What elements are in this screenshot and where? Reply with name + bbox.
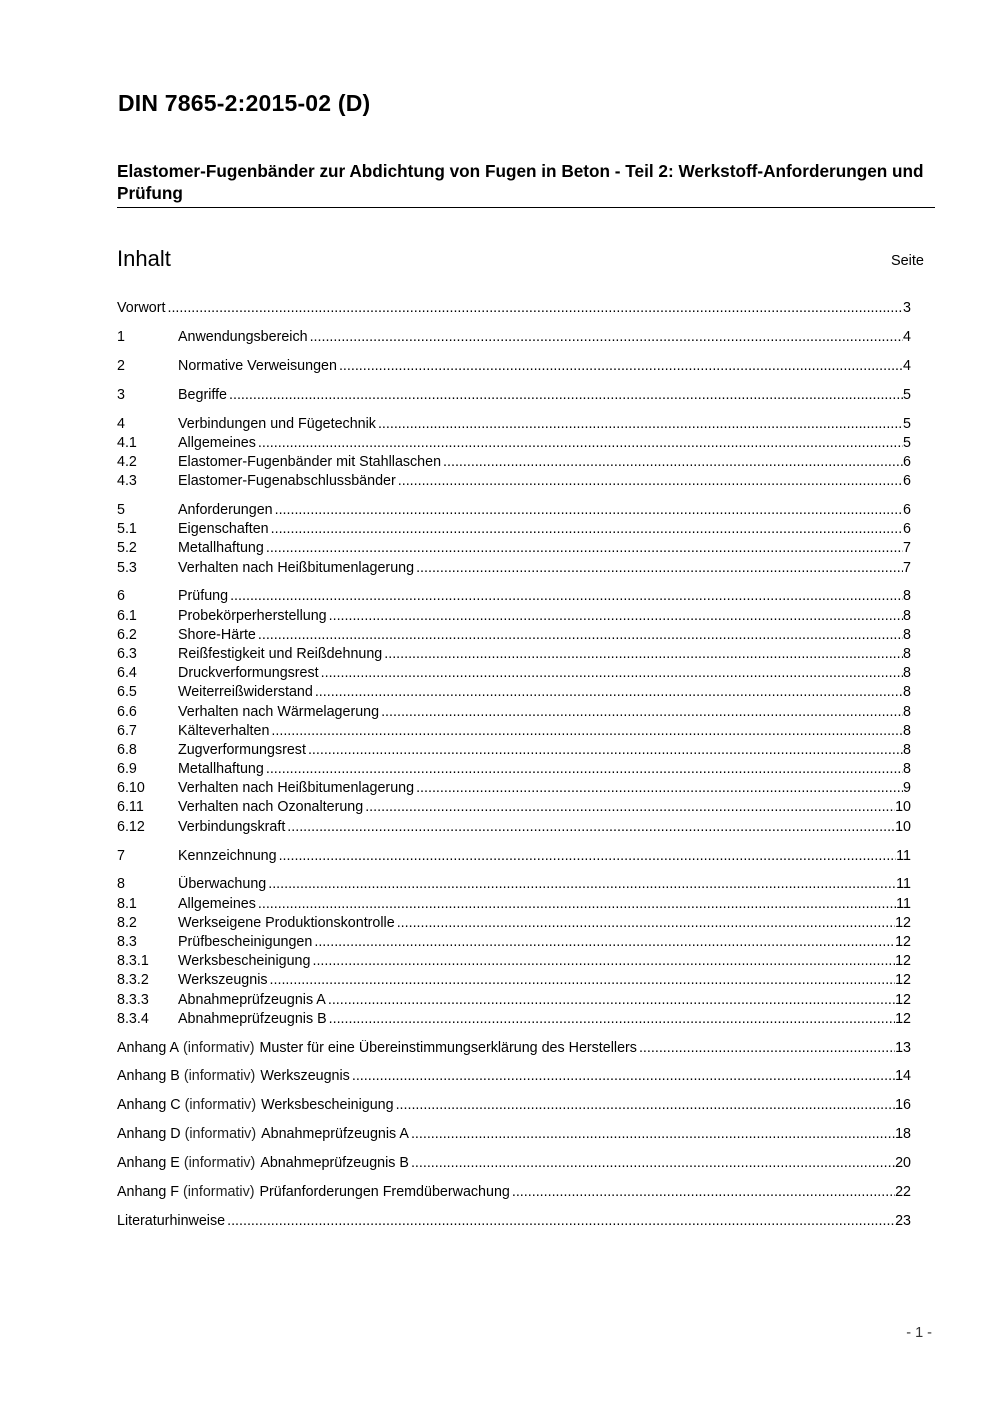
toc-annex-entry[interactable] [117, 1126, 911, 1145]
toc-entry-page: 12 [895, 953, 911, 970]
toc-dot-leader [512, 1184, 895, 1200]
toc-dot-leader [339, 358, 903, 374]
toc-entry-number: 8.3.2 [117, 972, 149, 989]
toc-dot-leader [411, 1155, 895, 1171]
toc-dot-leader [416, 780, 903, 796]
toc-entry-number: 6.12 [117, 818, 145, 835]
toc-dot-leader [266, 761, 903, 777]
annex-prefix: Anhang A [117, 1039, 180, 1056]
toc-entry[interactable] [117, 780, 911, 799]
toc-dot-leader [328, 992, 895, 1008]
toc-entry-label: Eigenschaften [178, 521, 269, 538]
toc-dot-leader [230, 588, 903, 604]
toc-dot-leader [258, 435, 903, 451]
toc-entry-number: 6.2 [117, 626, 137, 643]
toc-entry-label: Zugverformungsrest [178, 741, 306, 758]
toc-entry[interactable] [117, 608, 911, 627]
toc-entry-page: 8 [903, 607, 911, 624]
toc-entry-page: 12 [895, 972, 911, 989]
toc-entry-label: Verhalten nach Wärmelagerung [178, 703, 380, 720]
toc-entry-label: Normative Verweisungen [178, 357, 337, 374]
toc-entry-label: Abnahmeprüfzeugnis B [178, 1010, 327, 1027]
toc-entry[interactable] [117, 934, 911, 953]
annex-informative-tag: (informativ) [183, 1183, 255, 1200]
toc-annex-entry[interactable] [117, 1097, 911, 1116]
annex-prefix: Anhang B [117, 1068, 180, 1085]
toc-entry-page: 13 [895, 1039, 911, 1056]
toc-dot-leader [397, 915, 895, 931]
toc-entry[interactable] [117, 358, 911, 377]
toc-entry[interactable] [117, 387, 911, 406]
page-column-label: Seite [890, 253, 924, 269]
toc-entry[interactable] [117, 416, 911, 435]
document-title: Elastomer-Fugenbänder zur Abdichtung von Fugen in Beton - Teil 2: Werkstoff-Anforderungen und Prüfung [117, 160, 935, 208]
annex-title: Werkszeugnis [260, 1068, 350, 1085]
toc-entry-number: 6.5 [117, 684, 137, 701]
toc-entry-page: 5 [903, 386, 911, 403]
toc-entry-page: 23 [895, 1212, 911, 1229]
toc-entry[interactable] [117, 972, 911, 991]
toc-entry-page: 6 [903, 453, 911, 470]
toc-entry-number: 5.2 [117, 540, 137, 557]
toc-dot-leader [258, 896, 896, 912]
toc-entry-page: 11 [896, 847, 911, 864]
toc-entry[interactable] [117, 502, 911, 521]
toc-entry-label: Metallhaftung [178, 761, 264, 778]
toc-entry[interactable] [117, 819, 911, 838]
toc-entry[interactable] [117, 435, 911, 454]
toc-entry-label: Kälteverhalten [178, 722, 270, 739]
toc-entry-number: 8.3.3 [117, 991, 149, 1008]
toc-entry-number: 6.10 [117, 780, 145, 797]
toc-annex-entry[interactable] [117, 1040, 911, 1059]
toc-entry[interactable] [117, 848, 911, 867]
toc-dot-leader [227, 1213, 895, 1229]
annex-informative-tag: (informativ) [183, 1039, 255, 1056]
toc-entry[interactable] [117, 300, 911, 319]
toc-entry-page: 8 [903, 588, 911, 605]
toc-dot-leader [258, 627, 903, 643]
toc-dot-leader [314, 934, 895, 950]
toc-entry-label: Verhalten nach Heißbitumenlagerung [178, 559, 415, 576]
toc-entry-label: Anwendungsbereich [178, 328, 308, 345]
toc-entry-page: 4 [903, 357, 911, 374]
toc-entry-number: 8.3.4 [117, 1010, 149, 1027]
toc-entry-label: Probekörperherstellung [178, 607, 327, 624]
toc-entry[interactable] [117, 704, 911, 723]
toc-dot-leader [321, 665, 903, 681]
toc-entry-page: 12 [895, 991, 911, 1008]
toc-dot-leader [443, 454, 903, 470]
toc-entry-page: 8 [903, 741, 911, 758]
page-number: - 1 - [906, 1325, 932, 1341]
toc-dot-leader [275, 502, 903, 518]
toc-entry[interactable] [117, 665, 911, 684]
toc-entry-number: 1 [117, 328, 125, 345]
toc-entry[interactable] [117, 454, 911, 473]
toc-entry-label: Verhalten nach Heißbitumenlagerung [178, 780, 415, 797]
toc-entry-page: 6 [903, 521, 911, 538]
toc-dot-leader [416, 560, 903, 576]
toc-dot-leader [270, 972, 896, 988]
document-id: DIN 7865-2:2015-02 (D) [118, 90, 371, 116]
toc-entry[interactable] [117, 560, 911, 579]
toc-dot-leader [411, 1126, 895, 1142]
toc-annex-entry[interactable] [117, 1184, 911, 1203]
toc-entry-page: 6 [903, 473, 911, 490]
toc-dot-leader [639, 1040, 895, 1056]
toc-entry-number: 7 [117, 847, 125, 864]
toc-dot-leader [352, 1068, 895, 1084]
toc-entry-number: 2 [117, 357, 125, 374]
toc-entry[interactable] [117, 742, 911, 761]
toc-entry-number: 6.9 [117, 761, 137, 778]
toc-entry-page: 8 [903, 703, 911, 720]
toc-entry-number: 6.1 [117, 607, 137, 624]
toc-entry-label: Anforderungen [178, 501, 273, 518]
toc-entry-label: Allgemeines [178, 434, 256, 451]
toc-entry-number: 8.3 [117, 933, 137, 950]
toc-entry-number: 8.3.1 [117, 953, 149, 970]
toc-dot-leader [315, 684, 903, 700]
toc-entry-page: 8 [903, 684, 911, 701]
toc-entry-number: 8.1 [117, 895, 137, 912]
toc-entry-page: 12 [895, 914, 911, 931]
toc-entry-page: 4 [903, 328, 911, 345]
toc-dot-leader [378, 416, 903, 432]
toc-entry-page: 3 [903, 300, 911, 316]
toc-entry-page: 14 [895, 1068, 911, 1085]
toc-dot-leader [279, 848, 897, 864]
toc-entry-page: 8 [903, 626, 911, 643]
toc-entry-number: 6.4 [117, 665, 137, 682]
toc-entry-page: 5 [903, 434, 911, 451]
toc-bibliography-entry[interactable] [117, 1213, 911, 1232]
annex-prefix: Anhang E [117, 1155, 180, 1172]
toc-entry[interactable] [117, 588, 911, 607]
toc-entry-page: 22 [895, 1183, 911, 1200]
toc-entry-label: Verhalten nach Ozonalterung [178, 799, 364, 816]
toc-entry[interactable] [117, 329, 911, 348]
toc-entry[interactable] [117, 646, 911, 665]
toc-entry[interactable] [117, 915, 911, 934]
toc-dot-leader [268, 876, 896, 892]
toc-entry-number: 4 [117, 415, 125, 432]
annex-title: Werksbescheinigung [261, 1097, 394, 1114]
toc-entry-page: 12 [895, 933, 911, 950]
toc-entry-number: 5.3 [117, 559, 137, 576]
toc-entry-number: 3 [117, 386, 125, 403]
toc-entry-page: 11 [896, 876, 911, 893]
toc-entry-number: 5 [117, 501, 125, 518]
table-of-contents [117, 300, 911, 1232]
toc-entry-label: Verbindungen und Fügetechnik [178, 415, 376, 432]
toc-entry-number: 5.1 [117, 521, 137, 538]
toc-entry-page: 10 [895, 818, 911, 835]
toc-entry-number: 6.3 [117, 645, 137, 662]
toc-dot-leader [229, 387, 903, 403]
toc-entry-page: 6 [903, 501, 911, 518]
toc-entry[interactable] [117, 723, 911, 742]
toc-dot-leader [329, 1011, 895, 1027]
toc-entry-page: 10 [895, 799, 911, 816]
toc-entry-label: Überwachung [178, 876, 267, 893]
annex-informative-tag: (informativ) [183, 1068, 256, 1085]
toc-entry-number: 6.8 [117, 741, 137, 758]
toc-dot-leader [312, 953, 895, 969]
toc-entry[interactable] [117, 896, 911, 915]
toc-entry-label: Werkszeugnis [178, 972, 268, 989]
toc-dot-leader [271, 723, 903, 739]
toc-dot-leader [365, 799, 895, 815]
toc-entry-number: 4.2 [117, 453, 137, 470]
toc-entry[interactable] [117, 521, 911, 540]
toc-entry-label: Abnahmeprüfzeugnis A [178, 991, 326, 1008]
toc-entry-page: 9 [903, 780, 911, 797]
toc-dot-leader [266, 540, 903, 556]
toc-entry-label: Druckverformungsrest [178, 665, 319, 682]
toc-entry[interactable] [117, 992, 911, 1011]
annex-informative-tag: (informativ) [184, 1126, 257, 1143]
annex-prefix: Anhang F [117, 1183, 179, 1200]
toc-entry[interactable] [117, 953, 911, 972]
toc-entry[interactable] [117, 473, 911, 492]
toc-annex-entry[interactable] [117, 1068, 911, 1087]
toc-entry-label: Prüfung [178, 588, 229, 605]
toc-entry-number: 4.1 [117, 434, 137, 451]
toc-entry[interactable] [117, 876, 911, 895]
annex-informative-tag: (informativ) [184, 1097, 257, 1114]
toc-dot-leader [381, 704, 903, 720]
toc-entry-label: Verbindungskraft [178, 818, 286, 835]
toc-entry[interactable] [117, 540, 911, 559]
toc-entry-page: 7 [903, 540, 911, 557]
toc-entry-label: Weiterreißwiderstand [178, 684, 313, 701]
toc-entry-page: 7 [903, 559, 911, 576]
toc-entry-number: 8.2 [117, 914, 137, 931]
toc-dot-leader [310, 329, 903, 345]
toc-heading: Inhalt [117, 246, 171, 271]
annex-title: Abnahmeprüfzeugnis B [260, 1155, 409, 1172]
toc-entry-label: Metallhaftung [178, 540, 264, 557]
toc-entry-number: 6 [117, 588, 125, 605]
annex-title: Muster für eine Übereinstimmungserklärung des Herstellers [259, 1039, 637, 1056]
toc-entry-page: 16 [895, 1097, 911, 1114]
toc-entry-label: Elastomer-Fugenabschlussbänder [178, 473, 396, 490]
annex-informative-tag: (informativ) [183, 1155, 256, 1172]
toc-entry-number: 6.6 [117, 703, 137, 720]
toc-entry-label: Werkseigene Produktionskontrolle [178, 914, 395, 931]
toc-entry-page: 12 [895, 1010, 911, 1027]
toc-entry-label: Werksbescheinigung [178, 953, 311, 970]
toc-entry-label: Kennzeichnung [178, 847, 277, 864]
toc-entry[interactable] [117, 1011, 911, 1030]
toc-dot-leader [384, 646, 903, 662]
toc-entry-label: Allgemeines [178, 895, 256, 912]
toc-dot-leader [167, 300, 903, 316]
toc-dot-leader [329, 608, 903, 624]
toc-entry[interactable] [117, 684, 911, 703]
toc-dot-leader [271, 521, 903, 537]
toc-entry-label: Begriffe [178, 386, 228, 403]
toc-entry[interactable] [117, 627, 911, 646]
toc-entry-number: 8 [117, 876, 125, 893]
toc-entry[interactable] [117, 761, 911, 780]
toc-entry-page: 18 [895, 1126, 911, 1143]
toc-dot-leader [308, 742, 903, 758]
toc-entry-number: 6.7 [117, 722, 137, 739]
toc-entry-page: 8 [903, 722, 911, 739]
toc-dot-leader [396, 1097, 896, 1113]
toc-entry-page: 5 [903, 415, 911, 432]
toc-entry[interactable] [117, 799, 911, 818]
toc-entry-label: Reißfestigkeit und Reißdehnung [178, 645, 383, 662]
toc-entry-label: Vorwort [117, 300, 166, 316]
toc-entry-label: Elastomer-Fugenbänder mit Stahllaschen [178, 453, 442, 470]
toc-annex-entry[interactable] [117, 1155, 911, 1174]
toc-entry-number: 6.11 [117, 799, 144, 816]
toc-entry-page: 8 [903, 665, 911, 682]
annex-prefix: Anhang C [117, 1097, 181, 1114]
annex-prefix: Anhang D [117, 1126, 181, 1143]
toc-dot-leader [398, 473, 903, 489]
toc-entry-label: Shore-Härte [178, 626, 256, 643]
toc-entry-page: 8 [903, 645, 911, 662]
toc-dot-leader [287, 819, 895, 835]
annex-title: Abnahmeprüfzeugnis A [261, 1126, 409, 1143]
annex-title: Prüfanforderungen Fremdüberwachung [259, 1183, 510, 1200]
toc-entry-label: Prüfbescheinigungen [178, 933, 313, 950]
toc-entry-number: 4.3 [117, 473, 137, 490]
toc-entry-page: 20 [895, 1155, 911, 1172]
toc-entry-page: 8 [903, 761, 911, 778]
toc-entry-label: Literaturhinweise [117, 1212, 226, 1229]
toc-entry-page: 11 [896, 895, 911, 912]
